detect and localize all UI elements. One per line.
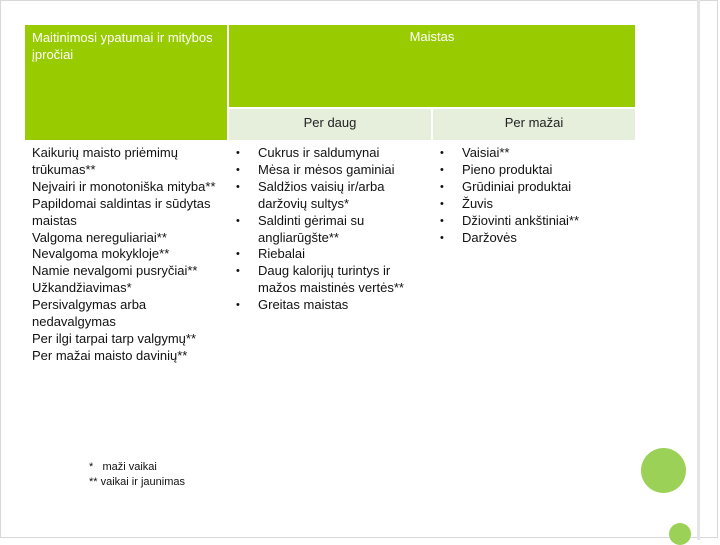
too-little-cell — [433, 142, 635, 246]
footnote-children-youth: ** vaikai ir jaunimas — [89, 475, 185, 488]
habit-item: Papildomai saldintas ir sūdytas maistas — [32, 195, 211, 228]
footnotes — [89, 460, 185, 489]
decorative-circle-large — [641, 448, 686, 493]
too-little-item: • Grūdiniai produktai — [433, 179, 627, 196]
too-little-item: • Daržovės — [433, 230, 627, 247]
habit-item: Užkandžiavimas* — [32, 280, 132, 296]
subheader-too-much-label: Per daug — [303, 115, 357, 130]
too-much-item: • Cukrus ir saldumynai — [229, 145, 423, 162]
habit-item: Namie nevalgomi pusryčiai** — [32, 263, 198, 279]
decorative-circle-small — [669, 523, 691, 545]
subheader-too-much — [229, 109, 431, 140]
header-habits-label: Maitinimosi ypatumai ir mitybos įpročiai — [32, 30, 213, 62]
habit-item: Nevalgoma mokykloje** — [32, 246, 170, 262]
subheader-too-little — [433, 109, 635, 140]
subheader-too-little-label: Per mažai — [504, 115, 564, 130]
slide-edge-rule — [697, 0, 700, 540]
too-little-item: • Džiovinti ankštiniai** — [433, 213, 627, 230]
too-little-item: • Pieno produktai — [433, 162, 627, 179]
too-much-item: • Saldžios vaisių ir/arba daržovių sultys* — [229, 179, 423, 213]
too-much-item: • Saldinti gėrimai su angliarūgšte** — [229, 213, 423, 247]
too-little-item: • Vaisiai** — [433, 145, 627, 162]
too-much-list — [229, 145, 423, 314]
too-little-item: • Žuvis — [433, 196, 627, 213]
habit-item: Nejvairi ir monotoniška mityba** — [32, 178, 216, 194]
header-food — [229, 25, 635, 107]
habit-item: Per ilgi tarpai tarp valgymų** — [32, 330, 197, 346]
header-food-label: Maistas — [409, 29, 455, 44]
habit-item: Per mažai maisto davinių** — [32, 347, 188, 363]
habit-item: Persivalgymas arba nedavalgymas — [32, 297, 147, 330]
too-much-item: • Greitas maistas — [229, 297, 423, 314]
too-much-item: • Mėsa ir mėsos gaminiai — [229, 162, 423, 179]
header-habits — [25, 25, 227, 140]
too-much-cell — [229, 142, 431, 314]
habit-item: Kaikurių maisto priėmimų trūkumas** — [32, 145, 178, 177]
habit-item: Valgoma nereguliariai** — [32, 229, 167, 245]
habits-cell — [25, 142, 227, 365]
too-much-item: • Riebalai — [229, 246, 423, 263]
too-much-item: • Daug kalorijų turintys ir mažos maistinės vertės** — [229, 263, 423, 297]
too-little-list — [433, 145, 627, 246]
footnote-small-children: * maži vaikai — [89, 461, 157, 473]
